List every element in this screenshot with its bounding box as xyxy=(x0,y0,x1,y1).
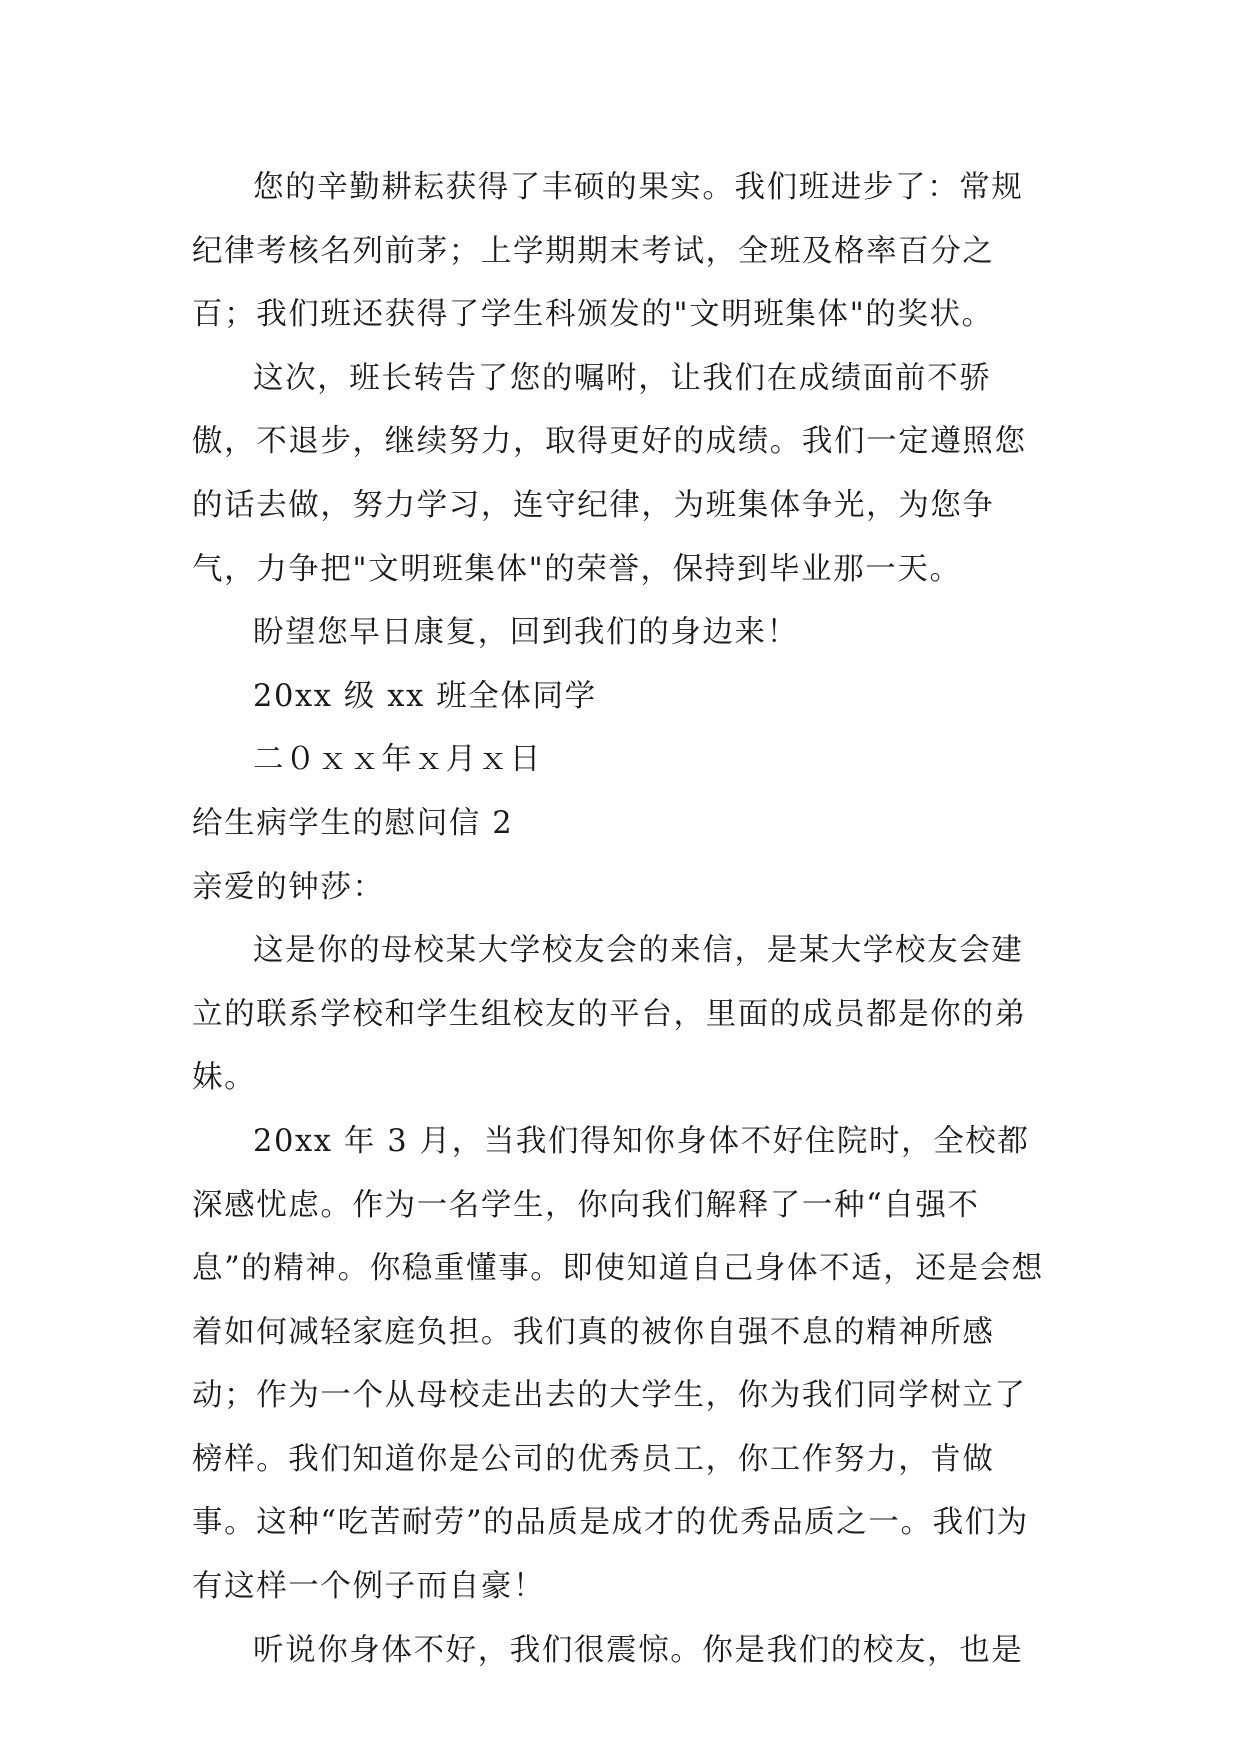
letter1-signature: 20xx 级 xx 班全体同学 xyxy=(253,678,597,714)
letter2-paragraph-1: 这是你的母校某大学校友会的来信，是某大学校友会建立的联系学校和学生组校友的平台，里面的成员都是你的弟妹。 xyxy=(192,933,1027,1096)
letter2-paragraph-3: 听说你身体不好，我们很震惊。你是我们的校友，也是 xyxy=(253,1632,1024,1668)
letter2-greeting: 亲爱的钟莎： xyxy=(192,869,385,905)
document-body xyxy=(192,156,1052,1682)
letter2-title: 给生病学生的慰问信 2 xyxy=(192,805,514,841)
letter1-date: 二０ｘｘ年ｘ月ｘ日 xyxy=(253,742,542,778)
letter1-paragraph-1: 您的辛勤耕耘获得了丰硕的果实。我们班进步了：常规纪律考核名列前茅；上学期期末考试，全班及格率百分之百；我们班还获得了学生科颁发的"文明班集体"的奖状。 xyxy=(192,170,1024,333)
letter2-paragraph-2: 20xx 年 3 月，当我们得知你身体不好住院时，全校都深感忧虑。作为一名学生，你向我们解释了一种“自强不息”的精神。你稳重懂事。即使知道自己身体不适，还是会想着如何减轻家庭负担。我们真的被你自强不息的精神所感动；作为一个从母校走出去的大学生，你为我们同学树立了榜样。我们知道你是公司的优秀员工，你工作努力，肯做事。这种“吃苦耐劳”的品质是成才的优秀品质之一。我们为有这样一个例子而自豪！ xyxy=(192,1123,1044,1605)
letter1-paragraph-3: 盼望您早日康复，回到我们的身边来！ xyxy=(253,615,799,651)
letter1-paragraph-2: 这次，班长转告了您的嘱咐，让我们在成绩面前不骄傲，不退步，继续努力，取得更好的成绩。我们一定遵照您的话去做，努力学习，连守纪律，为班集体争光，为您争气，力争把"文明班集体"的荣誉，保持到毕业那一天。 xyxy=(192,360,1027,587)
